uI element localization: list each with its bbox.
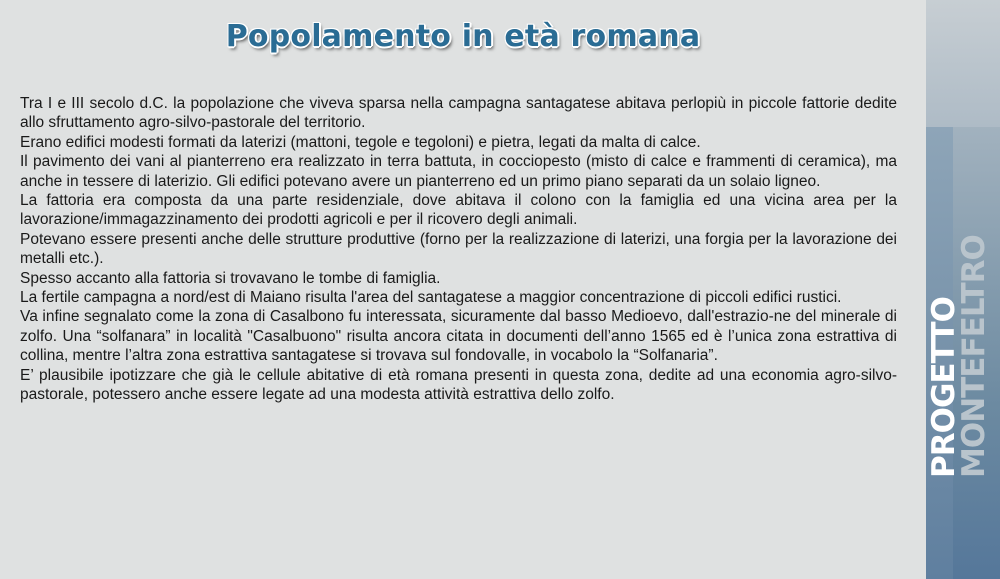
paragraph: Potevano essere presenti anche delle strutture produttive (forno per la realizzazione di laterizi, una forgia per la lavorazione dei metalli etc.). (20, 230, 897, 268)
paragraph: Tra I e III secolo d.C. la popolazione che viveva sparsa nella campagna santagatese abitava perlopiù in piccole fattorie dedite allo sfruttamento agro-silvo-pastorale del territorio. (20, 95, 897, 132)
paragraph: Il pavimento dei vani al pianterreno era realizzato in terra battuta, in cocciopesto (misto di calce e frammenti di ceramica), ma anche in tessere di laterizio. Gli edifici potevano avere un pianterreno ed un primo piano separati da un solaio ligneo. (20, 153, 897, 190)
side-band-top (926, 0, 1000, 127)
body-text (20, 94, 897, 405)
side-label-progetto: PROGETTO (926, 297, 962, 478)
paragraph: La fertile campagna a nord/est di Maiano risulta l'area del santagatese a maggior concentrazione di piccoli edifici rustici. (20, 289, 842, 307)
paragraph: Erano edifici modesti formati da laterizi (mattoni, tegole e tegoloni) e pietra, legati da malta di calce. (20, 133, 701, 151)
paragraph: E’ plausibile ipotizzare che già le cellule abitative di età romana presenti in questa zona, dedite ad una economia agro-silvo-pastorale, potessero anche essere legate ad una modesta attività estrattiva dello zolfo. (20, 366, 897, 404)
paragraph: Spesso accanto alla fattoria si trovavano le tombe di famiglia. (20, 269, 441, 287)
page-title: Popolamento in età romana (225, 19, 701, 54)
paragraph: Va infine segnalato come la zona di Casalbono fu interessata, sicuramente dal basso Medioevo, dall'estrazio-ne del minerale di zolfo. Una “solfanara” in località "Casalbuono" risulta ancora citata in documenti dell’anno 1565 ed è l’unica zona estrattiva di collina, mentre l’altra zona estrattiva santagatese si trovava sul fondovalle, in vocabolo la “Solfanaria”. (20, 308, 897, 365)
side-label-montefeltro: MONTEFELTRO (956, 235, 992, 478)
paragraph: La fattoria era composta da una parte residenziale, dove abitava il colono con la famiglia ed una vicina area per la lavorazione/immagazzinamento dei prodotti agricoli e per il ricovero degli animali. (20, 192, 897, 229)
